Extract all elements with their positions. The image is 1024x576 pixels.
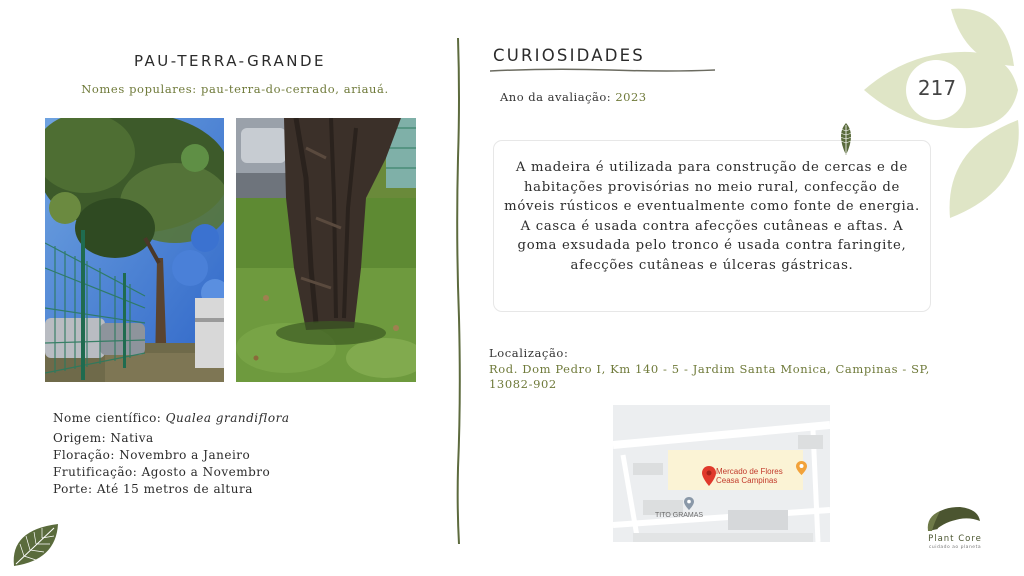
plant-core-logo: [920, 503, 984, 533]
scientific-name-value: Qualea grandiflora: [165, 411, 290, 425]
brand-tagline: cuidado ao planeta: [928, 545, 982, 550]
trunk-photo: [236, 118, 416, 382]
scientific-name: [53, 410, 290, 427]
location-label: Localização:: [489, 346, 569, 360]
size: Porte: Até 15 metros de altura: [53, 482, 253, 496]
shop-pin-icon: [796, 461, 807, 475]
curiosities-box: A madeira é utilizada para construção de cercas e de habitações provisórias no meio rural, confecção de móveis rústicos e eventualmente como fonte de energia. A casca é usada contra afecções cutâneas e aftas. A goma exsudada pelo tronco é usada contra faringite, afecções cutâneas e úlceras gástricas.: [493, 140, 931, 312]
location-address: Rod. Dom Pedro I, Km 140 - 5 - Jardim Santa Monica, Campinas - SP, 13082-902: [489, 362, 930, 391]
origin: Origem: Nativa: [53, 431, 154, 445]
assessment-year: [500, 90, 647, 104]
leaf-icon: [836, 122, 856, 156]
leaf-icon: [10, 520, 60, 570]
map-pin-icon[interactable]: [702, 466, 716, 486]
curiosities-title: CURIOSIDADES: [493, 46, 645, 65]
map-place-line1: Mercado de Flores: [716, 467, 783, 476]
title-underline: [490, 66, 715, 74]
brand-name: Plant Core: [928, 534, 982, 544]
fruiting: Frutificação: Agosto a Novembro: [53, 465, 271, 479]
plant-facts: [53, 410, 290, 498]
map-place-label: [716, 467, 783, 485]
year-value: 2023: [615, 90, 647, 104]
plant-title: PAU-TERRA-GRANDE: [133, 52, 327, 70]
map-place-line2: Ceasa Campinas: [716, 476, 778, 485]
grey-pin-icon: [684, 497, 694, 510]
map-secondary-label: TITO GRAMAS: [655, 512, 704, 519]
popular-names: Nomes populares: pau-terra-do-cerrado, ariauá.: [81, 82, 389, 96]
year-label: Ano da avaliação:: [500, 90, 616, 104]
scientific-name-label: Nome científico:: [53, 411, 166, 425]
vertical-divider: [454, 38, 464, 544]
tree-photo: [45, 118, 224, 382]
item-number: 217: [917, 76, 957, 100]
leaf-icon: [944, 118, 1024, 220]
flowering: Floração: Novembro a Janeiro: [53, 448, 251, 462]
